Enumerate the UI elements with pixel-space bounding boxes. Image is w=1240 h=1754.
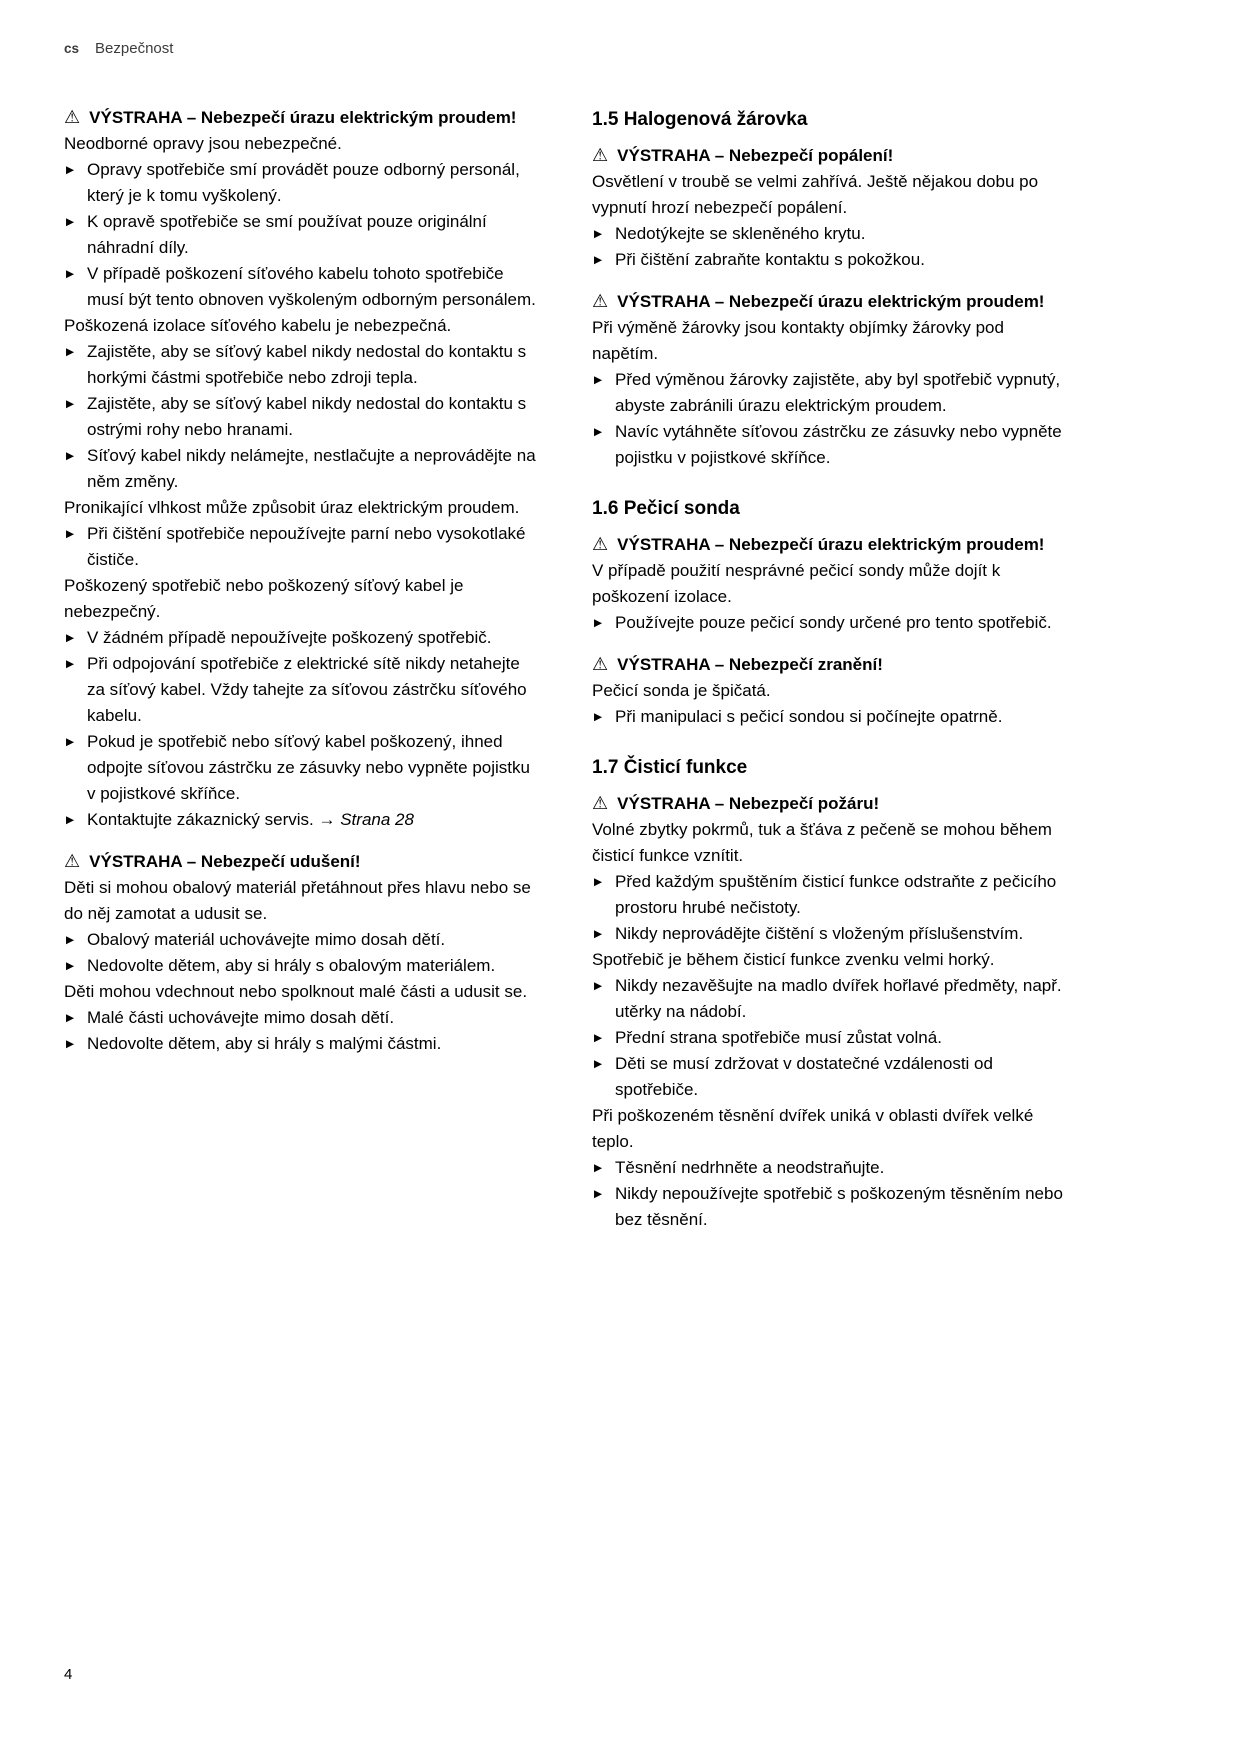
page-header (64, 40, 173, 58)
bullet-item (64, 339, 536, 391)
bullet-item (592, 221, 1064, 247)
bullet-item (64, 625, 536, 651)
bullet-text: Při čištění spotřebiče nepoužívejte parní nebo vysokotlaké čističe. (87, 524, 526, 569)
bullet-item (592, 921, 1064, 947)
language-code: cs (64, 41, 80, 56)
bullet-text: Nedotýkejte se skleněného krytu. (615, 224, 866, 243)
bullet-arrow-icon: ▶ (66, 216, 75, 228)
bullet-arrow-icon: ▶ (594, 254, 603, 266)
bullet-arrow-icon: ▶ (66, 450, 75, 462)
bullet-text: Používejte pouze pečicí sondy určené pro tento spotřebič. (615, 613, 1052, 632)
bullet-item (64, 209, 536, 261)
bullet-arrow-icon: ▶ (594, 928, 603, 940)
bullet-text: Pokud je spotřebič nebo síťový kabel poškozený, ihned odpojte síťovou zástrčku ze zásuvky nebo vypněte pojistku v pojistkové skříňce. (87, 732, 530, 803)
warning-title-text: VÝSTRAHA – Nebezpečí popálení! (617, 146, 894, 165)
bullet-text: Zajistěte, aby se síťový kabel nikdy nedostal do kontaktu s ostrými rohy nebo hranami. (87, 394, 527, 439)
paragraph: Spotřebič je během čisticí funkce zvenku velmi horký. (592, 950, 995, 969)
bullet-item (592, 1181, 1064, 1233)
warning-triangle-icon: ⚠ (592, 793, 609, 813)
warning-title-text: VÝSTRAHA – Nebezpečí úrazu elektrickým proudem! (617, 292, 1045, 311)
bullet-item (64, 261, 536, 313)
bullet-arrow-icon: ▶ (66, 1038, 75, 1050)
warning-title (592, 142, 1064, 169)
bullet-text: Nikdy neprovádějte čištění s vloženým příslušenstvím. (615, 924, 1024, 943)
warning-title (64, 848, 536, 875)
bullet-arrow-icon: ▶ (66, 658, 75, 670)
bullet-arrow-icon: ▶ (66, 934, 75, 946)
bullet-item (592, 973, 1064, 1025)
bullet-arrow-icon: ▶ (594, 426, 603, 438)
bullet-text: Při čištění zabraňte kontaktu s pokožkou. (615, 250, 925, 269)
warning-triangle-icon: ⚠ (592, 534, 609, 554)
warning-triangle-icon: ⚠ (592, 654, 609, 674)
section-heading: 1.6 Pečicí sonda (592, 498, 740, 519)
warning-title-text: VÝSTRAHA – Nebezpečí zranění! (617, 655, 883, 674)
paragraph: Děti si mohou obalový materiál přetáhnout přes hlavu nebo se do něj zamotat a udusit se. (64, 878, 531, 923)
bullet-arrow-icon: ▶ (66, 736, 75, 748)
bullet-arrow-icon: ▶ (66, 1012, 75, 1024)
bullet-item (64, 157, 536, 209)
warning-triangle-icon: ⚠ (64, 851, 81, 871)
bullet-item (64, 391, 536, 443)
bullet-text: Před každým spuštěním čisticí funkce odstraňte z pečicího prostoru hrubé nečistoty. (615, 872, 1057, 917)
bullet-text: K opravě spotřebiče se smí používat pouze originální náhradní díly. (87, 212, 487, 257)
warning-title (592, 531, 1064, 558)
bullet-item (592, 367, 1064, 419)
paragraph: Pronikající vlhkost může způsobit úraz elektrickým proudem. (64, 498, 520, 517)
page-content (64, 104, 1064, 1233)
warning-title (592, 651, 1064, 678)
paragraph: Děti mohou vdechnout nebo spolknout malé části a udusit se. (64, 982, 528, 1001)
bullet-text: Síťový kabel nikdy nelámejte, nestlačujte a neprovádějte na něm změny. (87, 446, 536, 491)
bullet-item (592, 1051, 1064, 1103)
page-footer (64, 1666, 72, 1683)
bullet-text: Při manipulaci s pečicí sondou si počínejte opatrně. (615, 707, 1003, 726)
bullet-text: Zajistěte, aby se síťový kabel nikdy nedostal do kontaktu s horkými částmi spotřebiče nebo zdroji tepla. (87, 342, 527, 387)
bullet-text: Nikdy nezavěšujte na madlo dvířek hořlavé předměty, např. utěrky na nádobí. (615, 976, 1062, 1021)
bullet-text: Těsnění nedrhněte a neodstraňujte. (615, 1158, 885, 1177)
bullet-arrow-icon: ▶ (594, 1032, 603, 1044)
bullet-text: Nikdy nepoužívejte spotřebič s poškozeným těsněním nebo bez těsnění. (615, 1184, 1063, 1229)
bullet-item (64, 1005, 536, 1031)
header-section-title: Bezpečnost (95, 40, 174, 57)
warning-title (64, 104, 536, 131)
bullet-item (592, 247, 1064, 273)
bullet-item (592, 869, 1064, 921)
bullet-item (64, 729, 536, 807)
bullet-item (64, 521, 536, 573)
bullet-text: Nedovolte dětem, aby si hrály s malými částmi. (87, 1034, 442, 1053)
bullet-text: Opravy spotřebiče smí provádět pouze odborný personál, který je k tomu vyškolený. (87, 160, 520, 205)
paragraph: Volné zbytky pokrmů, tuk a šťáva z pečeně se mohou během čisticí funkce vznítit. (592, 820, 1052, 865)
bullet-item (592, 704, 1064, 730)
bullet-text: Nedovolte dětem, aby si hrály s obalovým materiálem. (87, 956, 496, 975)
warning-title-text: VÝSTRAHA – Nebezpečí požáru! (617, 794, 880, 813)
bullet-text: Přední strana spotřebiče musí zůstat volná. (615, 1028, 942, 1047)
bullet-item (592, 1155, 1064, 1181)
bullet-arrow-icon: ▶ (66, 346, 75, 358)
warning-title-text: VÝSTRAHA – Nebezpečí úrazu elektrickým proudem! (89, 108, 517, 127)
bullet-text: V žádném případě nepoužívejte poškozený spotřebič. (87, 628, 492, 647)
warning-triangle-icon: ⚠ (592, 145, 609, 165)
bullet-item (64, 953, 536, 979)
warning-title-text: VÝSTRAHA – Nebezpečí úrazu elektrickým proudem! (617, 535, 1045, 554)
bullet-text: Při odpojování spotřebiče z elektrické sítě nikdy netahejte za síťový kabel. Vždy tahejte za síťovou zástrčku síťového kabelu. (87, 654, 527, 725)
bullet-text: Navíc vytáhněte síťovou zástrčku ze zásuvky nebo vypněte pojistku v pojistkové skříňce. (615, 422, 1062, 467)
bullet-item (64, 1031, 536, 1057)
paragraph: Při poškozeném těsnění dvířek uniká v oblasti dvířek velké teplo. (592, 1106, 1034, 1151)
bullet-arrow-icon: ▶ (66, 398, 75, 410)
bullet-text: V případě poškození síťového kabelu tohoto spotřebiče musí být tento obnoven vyškoleným odborným personálem. (87, 264, 536, 309)
right-column (592, 104, 1064, 1233)
bullet-text: Děti se musí zdržovat v dostatečné vzdálenosti od spotřebiče. (615, 1054, 993, 1099)
bullet-arrow-icon: ▶ (594, 1188, 603, 1200)
bullet-arrow-icon: ▶ (66, 814, 75, 826)
paragraph: V případě použití nesprávné pečicí sondy může dojít k poškození izolace. (592, 561, 1001, 606)
bullet-arrow-icon: ▶ (66, 164, 75, 176)
bullet-item (64, 807, 536, 833)
section-heading: 1.5 Halogenová žárovka (592, 109, 808, 130)
bullet-item (64, 443, 536, 495)
warning-triangle-icon: ⚠ (592, 291, 609, 311)
bullet-item (592, 419, 1064, 471)
paragraph: Neodborné opravy jsou nebezpečné. (64, 134, 342, 153)
bullet-item (592, 610, 1064, 636)
bullet-item (592, 1025, 1064, 1051)
bullet-arrow-icon: ▶ (66, 632, 75, 644)
warning-title-text: VÝSTRAHA – Nebezpečí udušení! (89, 852, 361, 871)
paragraph: Poškozená izolace síťového kabelu je nebezpečná. (64, 316, 452, 335)
bullet-text: Malé části uchovávejte mimo dosah dětí. (87, 1008, 395, 1027)
paragraph: Poškozený spotřebič nebo poškozený síťový kabel je nebezpečný. (64, 576, 464, 621)
paragraph: Pečicí sonda je špičatá. (592, 681, 771, 700)
bullet-text: Obalový materiál uchovávejte mimo dosah dětí. (87, 930, 446, 949)
bullet-arrow-icon: ▶ (594, 374, 603, 386)
bullet-arrow-icon: ▶ (594, 617, 603, 629)
warning-triangle-icon: ⚠ (64, 107, 81, 127)
bullet-item (64, 651, 536, 729)
paragraph: Při výměně žárovky jsou kontakty objímky žárovky pod napětím. (592, 318, 1004, 363)
bullet-arrow-icon: ▶ (594, 711, 603, 723)
bullet-arrow-icon: ▶ (594, 1058, 603, 1070)
warning-title (592, 288, 1064, 315)
bullet-arrow-icon: ▶ (66, 268, 75, 280)
left-column (64, 104, 536, 1233)
page-reference-text: Strana 28 (340, 810, 414, 829)
page-reference-link[interactable]: → Strana 28 (313, 810, 414, 829)
bullet-arrow-icon: ▶ (594, 980, 603, 992)
bullet-arrow-icon: ▶ (594, 876, 603, 888)
bullet-arrow-icon: ▶ (66, 528, 75, 540)
section-heading: 1.7 Čisticí funkce (592, 757, 748, 778)
bullet-arrow-icon: ▶ (594, 1162, 603, 1174)
page-number: 4 (64, 1666, 73, 1683)
warning-title (592, 790, 1064, 817)
paragraph: Osvětlení v troubě se velmi zahřívá. Ještě nějakou dobu po vypnutí hrozí nebezpečí popálení. (592, 172, 1039, 217)
bullet-arrow-icon: ▶ (594, 228, 603, 240)
bullet-text: Kontaktujte zákaznický servis. → Strana 28 (87, 810, 414, 829)
bullet-item (64, 927, 536, 953)
bullet-arrow-icon: ▶ (66, 960, 75, 972)
bullet-text: Před výměnou žárovky zajistěte, aby byl spotřebič vypnutý, abyste zabránili úrazu elektrickým proudem. (615, 370, 1061, 415)
